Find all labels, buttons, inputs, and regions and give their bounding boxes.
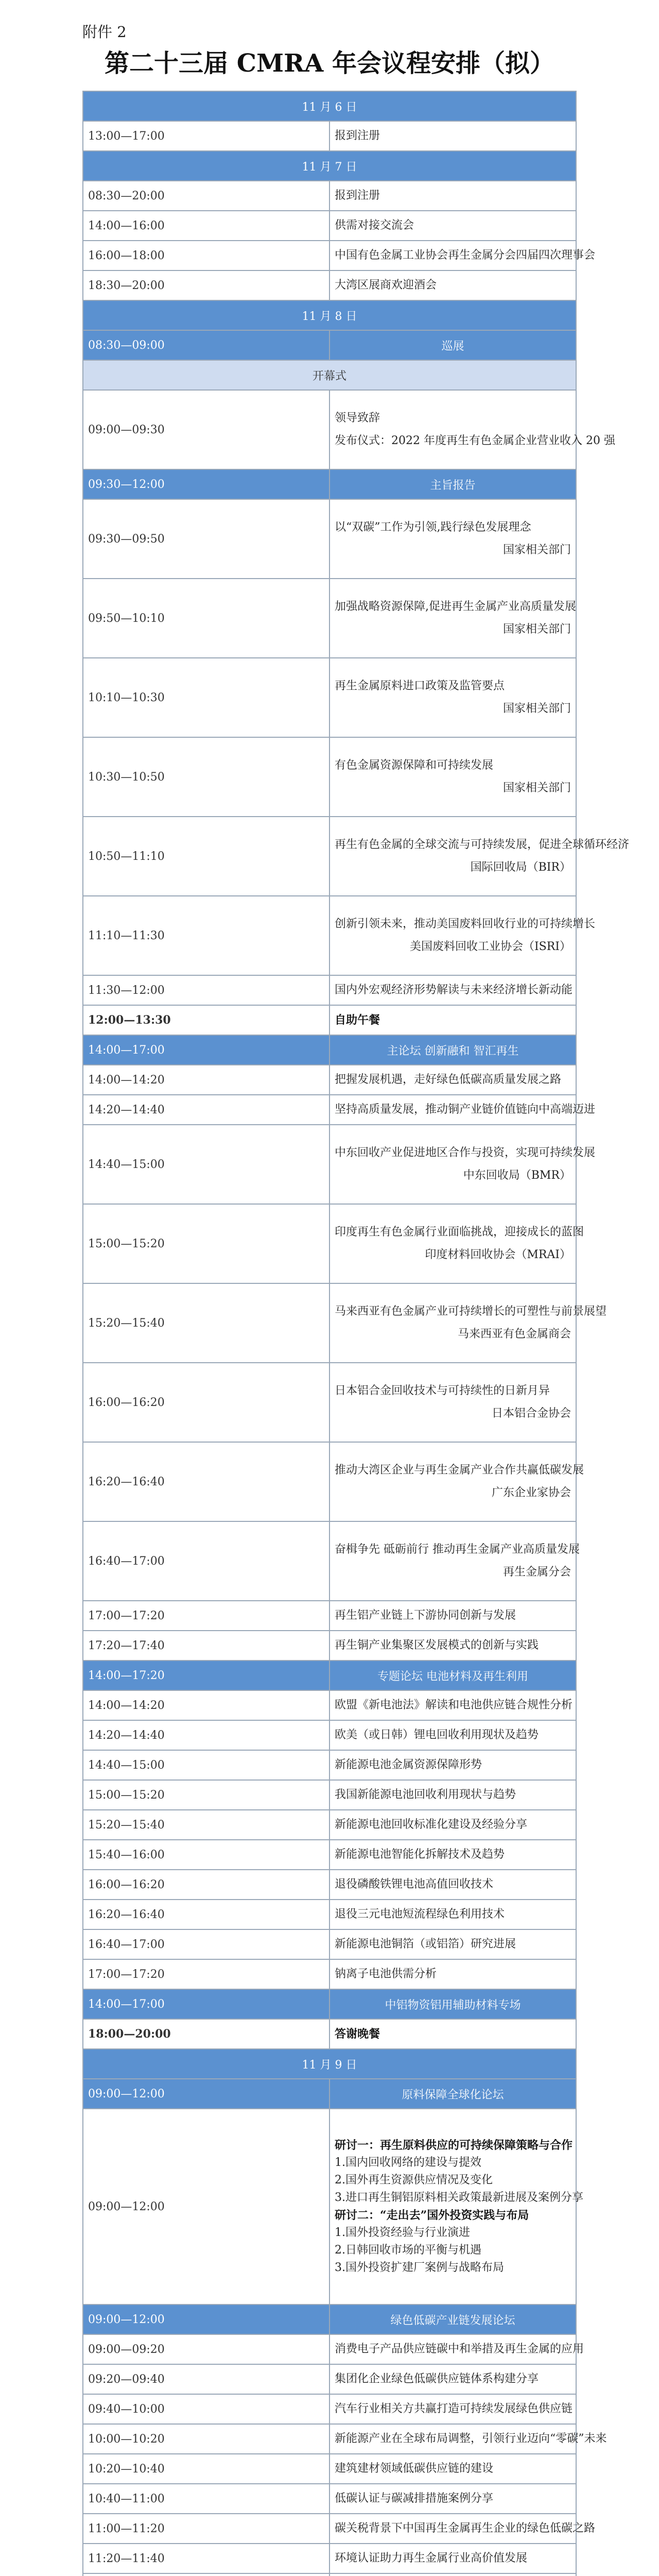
agenda-row <box>83 1810 576 1840</box>
agenda-line: 我国新能源电池回收利用现状与趋势 <box>335 1788 516 1801</box>
agenda-content <box>330 2484 576 2514</box>
speaker-org: 美国废料回收工业协会（ISRI） <box>409 940 571 953</box>
agenda-time: 15:40—16:00 <box>83 1840 330 1870</box>
agenda-row <box>83 1780 576 1810</box>
agenda-line: 加强战略资源保障,促进再生金属产业高质量发展 <box>335 600 576 613</box>
agenda-line: 集团化企业绿色低碳供应链体系构建分享 <box>335 2372 539 2385</box>
agenda-line: 再生金属原料进口政策及监管要点 <box>335 680 505 692</box>
speaker-org: 广东企业家协会 <box>491 1486 571 1499</box>
agenda-content <box>330 2019 576 2049</box>
agenda-table <box>82 91 630 2576</box>
agenda-row <box>83 1929 576 1959</box>
agenda-line: 领导致辞 <box>335 412 380 425</box>
agenda-time: 14:00—14:20 <box>83 1065 330 1095</box>
agenda-line: 以“双碳”工作为引领,践行绿色发展理念 <box>335 521 531 534</box>
agenda-time: 16:20—16:40 <box>83 1442 330 1521</box>
agenda-content <box>330 737 576 817</box>
speaker-org: 印度材料回收协会（MRAI） <box>425 1248 571 1261</box>
agenda-time: 09:00—09:20 <box>83 2334 330 2364</box>
agenda-line: 印度再生有色金属行业面临挑战，迎接成长的蓝图 <box>335 1226 584 1239</box>
agenda-content <box>330 1750 576 1780</box>
agenda-content <box>330 1840 576 1870</box>
agenda-time: 10:00—10:20 <box>83 2424 330 2454</box>
agenda-line: 大湾区展商欢迎酒会 <box>335 279 437 292</box>
speaker-org: 再生金属分会 <box>502 1566 571 1579</box>
agenda-content <box>330 181 576 211</box>
attachment-label: 附件 2 <box>82 23 127 41</box>
agenda-content <box>330 2334 584 2364</box>
agenda-row <box>83 241 576 270</box>
agenda-time: 15:00—15:20 <box>83 1204 330 1283</box>
agenda-line: 马来西亚有色金属产业可持续增长的可塑性与前景展望 <box>335 1305 607 1318</box>
topic-heading: 研讨二：“走出去”国外投资实践与布局 <box>335 2209 529 2222</box>
agenda-time: 08:30—20:00 <box>83 181 330 211</box>
agenda-line: 环境认证助力再生金属行业高价值发展 <box>335 2552 528 2565</box>
agenda-line: 把握发展机遇，走好绿色低碳高质量发展之路 <box>335 1073 562 1086</box>
agenda-line: 中东回收产业促进地区合作与投资，实现可持续发展 <box>335 1146 596 1159</box>
section-time: 14:00—17:00 <box>83 1989 330 2019</box>
section-title: 专题论坛 电池材料及再生利用 <box>330 1660 576 1690</box>
agenda-row <box>83 2424 576 2454</box>
agenda-content <box>330 975 576 1005</box>
agenda-content <box>330 1720 576 1750</box>
agenda-row <box>83 737 576 817</box>
date-header-row <box>83 300 576 330</box>
agenda-line: 有色金属资源保障和可持续发展 <box>335 759 494 772</box>
session-subheader: 开幕式 <box>83 360 576 390</box>
agenda-time: 16:00—16:20 <box>83 1870 330 1900</box>
agenda-row <box>83 1959 576 1989</box>
speaker-org: 国家相关部门 <box>502 544 571 556</box>
agenda-content <box>330 2544 576 2573</box>
agenda-row <box>83 1095 576 1125</box>
agenda-time <box>83 2573 330 2576</box>
agenda-time: 09:50—10:10 <box>83 579 330 658</box>
speaker-org: 中东回收局（BMR） <box>463 1169 571 1182</box>
agenda-content <box>330 1631 576 1660</box>
agenda-time: 16:40—17:00 <box>83 1929 330 1959</box>
agenda-row <box>83 2514 576 2544</box>
agenda-line: 碳关税背景下中国再生金属再生企业的绿色低碳之路 <box>335 2522 596 2535</box>
agenda-content <box>330 2394 576 2424</box>
agenda-content <box>330 579 576 658</box>
date-header-row <box>83 91 576 121</box>
agenda-line: 低碳认证与碳减排措施案例分享 <box>335 2492 494 2505</box>
agenda-row <box>83 579 576 658</box>
agenda-time: 10:10—10:30 <box>83 658 330 737</box>
agenda-row <box>83 1900 576 1929</box>
date-header: 11 月 7 日 <box>83 151 576 181</box>
session-subheader-row <box>83 360 576 390</box>
agenda-row <box>83 1204 576 1283</box>
agenda-content <box>330 1363 576 1442</box>
agenda-row <box>83 1521 576 1601</box>
agenda-row <box>83 2544 576 2573</box>
agenda-line: 报到注册 <box>335 129 380 142</box>
speaker-org: 国际回收局（BIR） <box>470 861 571 874</box>
agenda-content <box>330 1690 576 1720</box>
agenda-time: 14:20—14:40 <box>83 1095 330 1125</box>
agenda-line: 欧美（或日韩）锂电回收利用现状及趋势 <box>335 1728 539 1741</box>
agenda-time: 14:40—15:00 <box>83 1750 330 1780</box>
agenda-row <box>83 1442 576 1521</box>
agenda-line: 新能源电池智能化拆解技术及趋势 <box>335 1848 505 1861</box>
agenda-time: 15:00—15:20 <box>83 1780 330 1810</box>
agenda-content <box>330 1870 576 1900</box>
agenda-line: 新能源电池回收标准化建设及经验分享 <box>335 1818 528 1831</box>
agenda-row <box>83 499 576 579</box>
agenda-time: 16:20—16:40 <box>83 1900 330 1929</box>
agenda-line: 汽车行业相关方共赢打造可持续发展绿色供应链 <box>335 2402 573 2415</box>
speaker-org: 发布仪式：2022 年度再生有色金属企业营业收入 20 强 <box>335 434 615 447</box>
agenda-time: 10:50—11:10 <box>83 817 330 896</box>
agenda-content <box>330 2573 576 2576</box>
agenda-line: 新能源产业在全球布局调整，引领行业迈向“零碳”未来 <box>335 2432 607 2445</box>
agenda-line: 钠离子电池供需分析 <box>335 1968 437 1980</box>
agenda-line: 消费电子产品供应链碳中和举措及再生金属的应用 <box>335 2343 584 2355</box>
agenda-time: 14:20—14:40 <box>83 1720 330 1750</box>
date-header: 11 月 9 日 <box>83 2049 576 2079</box>
agenda-time: 09:00—09:30 <box>83 390 330 469</box>
agenda-row <box>83 2573 576 2576</box>
section-title: 原料保障全球化论坛 <box>330 2079 576 2109</box>
topic-heading: 研讨一：再生原料供应的可持续保障策略与合作 <box>335 2139 573 2152</box>
agenda-row <box>83 1631 576 1660</box>
section-title: 主旨报告 <box>330 469 576 499</box>
date-header: 11 月 6 日 <box>83 91 576 121</box>
agenda-time: 18:30—20:00 <box>83 270 330 300</box>
agenda-time: 11:30—12:00 <box>83 975 330 1005</box>
agenda-time: 11:00—11:20 <box>83 2514 330 2544</box>
agenda-content <box>330 2364 576 2394</box>
agenda-row <box>83 2484 576 2514</box>
agenda-time: 15:20—15:40 <box>83 1810 330 1840</box>
section-title: 绿色低碳产业链发展论坛 <box>330 2304 576 2334</box>
agenda-row <box>83 1840 576 1870</box>
agenda-time: 10:40—11:00 <box>83 2484 330 2514</box>
agenda-time: 10:20—10:40 <box>83 2454 330 2484</box>
agenda-time: 15:20—15:40 <box>83 1283 330 1363</box>
agenda-row <box>83 896 576 975</box>
agenda-time: 09:40—10:00 <box>83 2394 330 2424</box>
date-header-row <box>83 151 576 181</box>
topic-item: 3.进口再生铜铝原料相关政策最新进展及案例分享 <box>335 2191 583 2204</box>
speaker-org: 日本铝合金协会 <box>491 1407 571 1420</box>
agenda-content <box>330 121 576 151</box>
agenda-line: 推动大湾区企业与再生金属产业合作共赢低碳发展 <box>335 1464 584 1477</box>
agenda-line: 新能源电池铜箔（或铝箔）研究进展 <box>335 1938 516 1951</box>
agenda-line: 再生铜产业集聚区发展模式的创新与实践 <box>335 1639 539 1652</box>
topic-item: 2.国外再生资源供应情况及变化 <box>335 2174 493 2187</box>
agenda-row <box>83 1720 576 1750</box>
date-header: 11 月 8 日 <box>83 300 576 330</box>
agenda-time: 09:30—09:50 <box>83 499 330 579</box>
section-time: 09:00—12:00 <box>83 2304 330 2334</box>
agenda-line: 中国有色金属工业协会再生金属分会四届四次理事会 <box>335 249 596 262</box>
agenda-time: 16:00—18:00 <box>83 241 330 270</box>
section-header-row <box>83 2079 576 2109</box>
topic-item: 1.国外投资经验与行业演进 <box>335 2226 470 2239</box>
agenda-content <box>330 390 615 469</box>
agenda-content <box>330 1095 596 1125</box>
agenda-time: 14:00—14:20 <box>83 1690 330 1720</box>
agenda-content <box>330 1065 576 1095</box>
section-header-row <box>83 1035 576 1065</box>
agenda-line: 新能源电池金属资源保障形势 <box>335 1758 482 1771</box>
section-header-row <box>83 330 576 360</box>
agenda-content <box>330 1125 596 1204</box>
agenda-row <box>83 270 576 300</box>
agenda-content <box>330 270 576 300</box>
agenda-line: 日本铝合金回收技术与可持续性的日新月异 <box>335 1384 550 1397</box>
agenda-line: 退役磷酸铁锂电池高值回收技术 <box>335 1878 494 1891</box>
agenda-time: 13:00—17:00 <box>83 121 330 151</box>
section-time: 14:00—17:00 <box>83 1035 330 1065</box>
agenda-row <box>83 2454 576 2484</box>
agenda-row <box>83 1601 576 1631</box>
agenda-content <box>330 499 576 579</box>
section-title: 主论坛 创新融和 智汇再生 <box>330 1035 576 1065</box>
agenda-row <box>83 121 576 151</box>
section-time: 14:00—17:20 <box>83 1660 330 1690</box>
agenda-content <box>330 896 596 975</box>
agenda-line: 供需对接交流会 <box>335 219 414 232</box>
agenda-line: 欧盟《新电池法》解读和电池供应链合规性分析 <box>335 1699 573 1711</box>
agenda-content <box>330 817 630 896</box>
speaker-org: 国家相关部门 <box>502 623 571 636</box>
agenda-line: 报到注册 <box>335 189 380 202</box>
agenda-row <box>83 211 576 241</box>
agenda-time: 09:00—12:00 <box>83 2109 330 2304</box>
agenda-row <box>83 1690 576 1720</box>
agenda-time: 16:00—16:20 <box>83 1363 330 1442</box>
agenda-time: 14:40—15:00 <box>83 1125 330 1204</box>
agenda-row <box>83 390 576 469</box>
agenda-time: 10:30—10:50 <box>83 737 330 817</box>
agenda-content <box>330 1442 584 1521</box>
agenda-line: 答谢晚餐 <box>335 2027 380 2041</box>
topic-item: 2.日韩回收市场的平衡与机遇 <box>335 2244 481 2257</box>
agenda-line: 建筑建材领域低碳供应链的建设 <box>335 2462 494 2475</box>
agenda-row <box>83 1363 576 1442</box>
agenda-line: 再生铝产业链上下游协同创新与发展 <box>335 1609 516 1622</box>
section-time: 08:30—09:00 <box>83 330 330 360</box>
speaker-org: 马来西亚有色金属商会 <box>457 1328 571 1341</box>
section-header-row <box>83 2304 576 2334</box>
agenda-content <box>330 1780 576 1810</box>
agenda-time: 17:20—17:40 <box>83 1631 330 1660</box>
agenda-content <box>330 2109 583 2304</box>
agenda-content <box>330 658 576 737</box>
speaker-org: 国家相关部门 <box>502 782 571 794</box>
agenda-line: 再生有色金属的全球交流与可持续发展，促进全球循环经济 <box>335 838 630 851</box>
agenda-line: 国内外宏观经济形势解读与未来经济增长新动能 <box>335 984 573 996</box>
agenda-time: 17:00—17:20 <box>83 1601 330 1631</box>
agenda-line: 创新引领未来，推动美国废料回收行业的可持续增长 <box>335 918 596 930</box>
agenda-row <box>83 975 576 1005</box>
agenda-content <box>330 2424 607 2454</box>
agenda-time: 18:00—20:00 <box>83 2019 330 2049</box>
section-header-row <box>83 1989 576 2019</box>
agenda-row <box>83 1005 576 1035</box>
agenda-content <box>330 1283 607 1363</box>
agenda-row <box>83 181 576 211</box>
agenda-row <box>83 1283 576 1363</box>
agenda-line: 坚持高质量发展，推动铜产业链价值链向中高端迈进 <box>335 1103 596 1116</box>
speaker-org: 国家相关部门 <box>502 702 571 715</box>
agenda-time: 12:00—13:30 <box>83 1005 330 1035</box>
agenda-row <box>83 2364 576 2394</box>
agenda-time: 09:20—09:40 <box>83 2364 330 2394</box>
agenda-row <box>83 2334 576 2364</box>
agenda-content <box>330 211 576 241</box>
agenda-row <box>83 817 576 896</box>
agenda-time: 11:20—11:40 <box>83 2544 330 2573</box>
agenda-time: 11:10—11:30 <box>83 896 330 975</box>
agenda-row <box>83 2019 576 2049</box>
section-title: 中铝物资铝用辅助材料专场 <box>330 1989 576 2019</box>
agenda-content <box>330 2514 596 2544</box>
agenda-content <box>330 1005 576 1035</box>
agenda-content <box>330 1959 576 1989</box>
agenda-row <box>83 2394 576 2424</box>
agenda-row <box>83 658 576 737</box>
agenda-line: 自助午餐 <box>335 1013 380 1027</box>
section-header-row <box>83 1660 576 1690</box>
section-time: 09:30—12:00 <box>83 469 330 499</box>
agenda-content <box>330 1929 576 1959</box>
agenda-time: 16:40—17:00 <box>83 1521 330 1601</box>
agenda-row <box>83 1125 576 1204</box>
agenda-content <box>330 2454 576 2484</box>
agenda-content <box>330 1521 580 1601</box>
topic-item: 1.国内回收网络的建设与提效 <box>335 2156 481 2169</box>
agenda-content <box>330 1204 584 1283</box>
page-title: 第二十三届 CMRA 年会议程安排（拟） <box>105 49 554 78</box>
agenda-content <box>330 1900 576 1929</box>
section-title: 巡展 <box>330 330 576 360</box>
agenda-line: 奋楫争先 砥砺前行 推动再生金属产业高质量发展 <box>335 1543 580 1556</box>
agenda-line: 退役三元电池短流程绿色利用技术 <box>335 1908 505 1921</box>
agenda-content <box>330 241 596 270</box>
agenda-row <box>83 1750 576 1780</box>
agenda-content <box>330 1810 576 1840</box>
agenda-time: 17:00—17:20 <box>83 1959 330 1989</box>
section-header-row <box>83 469 576 499</box>
agenda-time: 14:00—16:00 <box>83 211 330 241</box>
agenda-row <box>83 2109 576 2304</box>
topic-item: 3.国外投资扩建厂案例与战略布局 <box>335 2261 504 2274</box>
agenda-row <box>83 1065 576 1095</box>
section-time: 09:00—12:00 <box>83 2079 330 2109</box>
agenda-row <box>83 1870 576 1900</box>
agenda-content <box>330 1601 576 1631</box>
date-header-row <box>83 2049 576 2079</box>
